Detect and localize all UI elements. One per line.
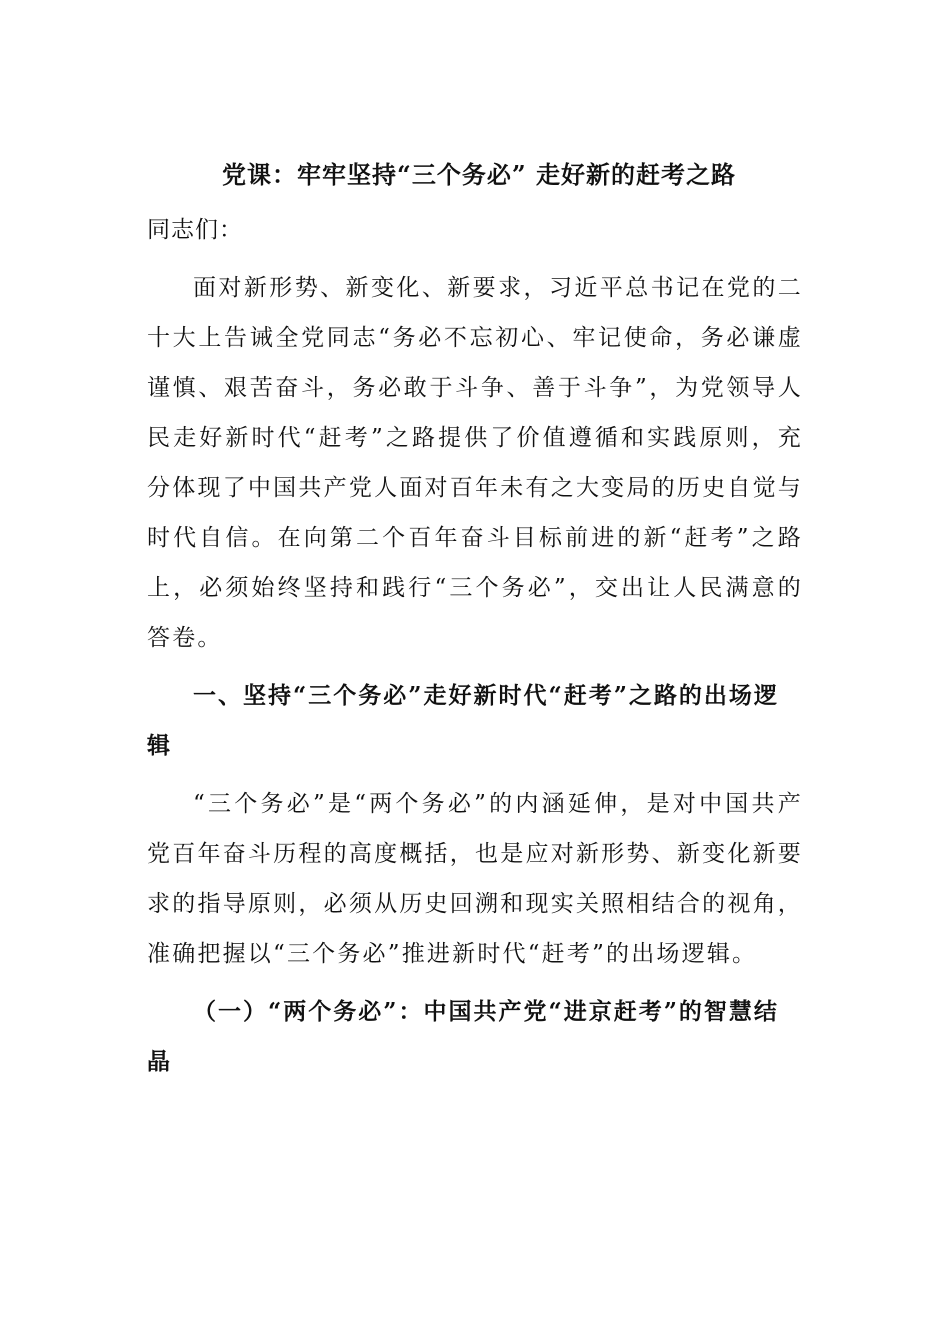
document-title: 党课：牢牢坚持“三个务必” 走好新的赶考之路 bbox=[222, 160, 736, 189]
paragraph-intro: 面对新形势、新变化、新要求，习近平总书记在党的二十大上告诫全党同志“务必不忘初心、牢记使命，务必谦虚谨慎、艰苦奋斗，务必敢于斗争、善于斗争”，为党领导人民走好新时代“赶考”之路提供了价值遵循和实践原则，充分体现了中国共产党人面对百年未有之大变局的历史自觉与时代自信。在向第二个百年奋斗目标前进的新“赶考”之路上，必须始终坚持和践行“三个务必”，交出让人民满意的答卷。 bbox=[147, 275, 803, 651]
document-body bbox=[147, 150, 803, 1087]
paragraph-section-1: “三个务必”是“两个务必”的内涵延伸，是对中国共产党百年奋斗历程的高度概括，也是应对新形势、新变化新要求的指导原则，必须从历史回溯和现实关照相结合的视角，准确把握以“三个务必”推进新时代“赶考”的出场逻辑。 bbox=[147, 791, 803, 967]
section-heading-1: 一、坚持“三个务必”走好新时代“赶考”之路的出场逻辑 bbox=[147, 682, 779, 759]
salutation: 同志们： bbox=[147, 217, 243, 243]
subsection-heading-1: （一）“两个务必”：中国共产党“进京赶考”的智慧结晶 bbox=[147, 998, 779, 1075]
